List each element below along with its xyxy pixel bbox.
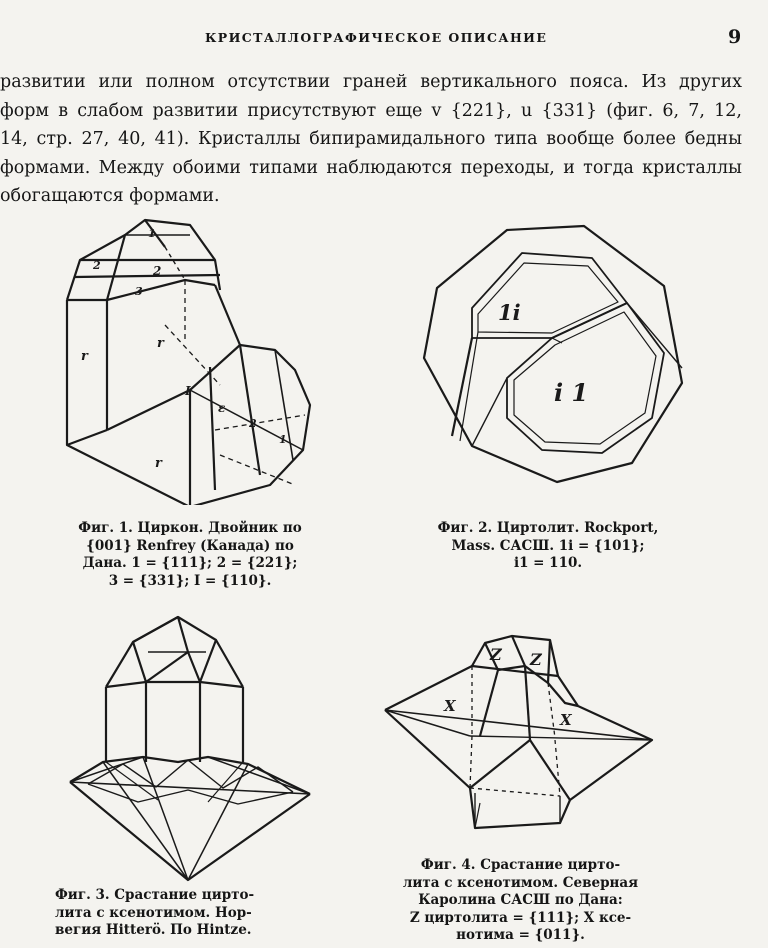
fig2-face-label: 1i (498, 300, 521, 325)
page-header (0, 26, 768, 50)
caption-line: Фиг. 2. Циртолит. Rockport, (437, 520, 659, 536)
figure-1-zircon-twin (55, 205, 325, 505)
text-line: форм в слабом развитии присутствуют еще v {221}, u {331} (фиг. 6, 7, 12, (0, 100, 742, 121)
fig1-face-label: 1 (148, 227, 156, 240)
caption-line: Z циртолита = {111}; X ксе- (409, 909, 632, 926)
fig4-face-label: X (444, 697, 456, 715)
figure-2-caption (403, 520, 693, 573)
caption-line: Каролина САСШ по Дана: (418, 892, 623, 908)
figure-4-caption (378, 857, 663, 945)
fig1-face-label: I (185, 384, 191, 398)
caption-line: нотима = {011}. (456, 927, 585, 943)
figure-4-drawing (380, 628, 658, 848)
text-line: обогащаются формами. (0, 186, 220, 206)
fig1-face-label: ε (218, 401, 226, 415)
figure-3-drawing (48, 612, 318, 884)
caption-line: вегия Hitterö. По Hintze. (55, 922, 252, 938)
fig1-face-label: r (157, 336, 164, 351)
caption-line: лита с ксенотимом. Северная (402, 874, 639, 891)
figure-3-intergrowth-hittero (48, 612, 318, 884)
fig1-face-label: 2 (249, 417, 257, 430)
figure-2-drawing (412, 218, 694, 490)
fig1-face-label: 1 (279, 433, 287, 446)
fig1-face-label: r (155, 456, 162, 471)
figure-1-caption (55, 520, 325, 590)
caption-line: 3 = {331}; I = {110}. (108, 572, 272, 589)
fig1-face-label: 3 (135, 285, 143, 298)
body-paragraph (0, 68, 768, 211)
caption-line: Фиг. 3. Срастание цирто- (55, 887, 255, 903)
caption-line: лита с ксенотимом. Нор- (55, 904, 252, 921)
fig1-face-label: r (81, 349, 88, 364)
figure-3-caption (55, 887, 295, 940)
text-line: формами. Между обоими типами наблюдаются переходы, и тогда кристаллы (0, 157, 742, 178)
figure-1-drawing (55, 205, 325, 505)
fig2-face-label: i 1 (554, 378, 589, 407)
fig1-face-label: 2 (153, 264, 162, 278)
text-line: 14, стр. 27, 40, 41). Кристаллы бипирамидального типа вообще более бедны (0, 129, 742, 149)
caption-line: i1 = 110. (513, 555, 583, 571)
fig4-face-label: X (560, 711, 572, 729)
caption-line: {001} Renfrey (Канада) по (86, 537, 294, 554)
figure-2-cyrtolite (412, 218, 694, 490)
fig4-face-label: Z (490, 645, 502, 664)
fig4-face-label: Z (530, 650, 542, 669)
caption-line: Фиг. 1. Циркон. Двойник по (78, 520, 302, 536)
figure-4-intergrowth-north-carolina (380, 628, 658, 848)
caption-line: Фиг. 4. Срастание цирто- (420, 857, 621, 873)
text-line: развитии или полном отсутствии граней вертикального пояса. Из других (0, 72, 742, 92)
running-title: КРИСТАЛЛОГРАФИЧЕСКОЕ ОПИСАНИЕ (205, 30, 548, 45)
page-number: 9 (728, 26, 742, 48)
fig1-face-label: 2 (93, 259, 101, 272)
caption-line: Mass. САСШ. 1i = {101}; (451, 537, 645, 554)
caption-line: Дана. 1 = {111}; 2 = {221}; (82, 555, 298, 571)
